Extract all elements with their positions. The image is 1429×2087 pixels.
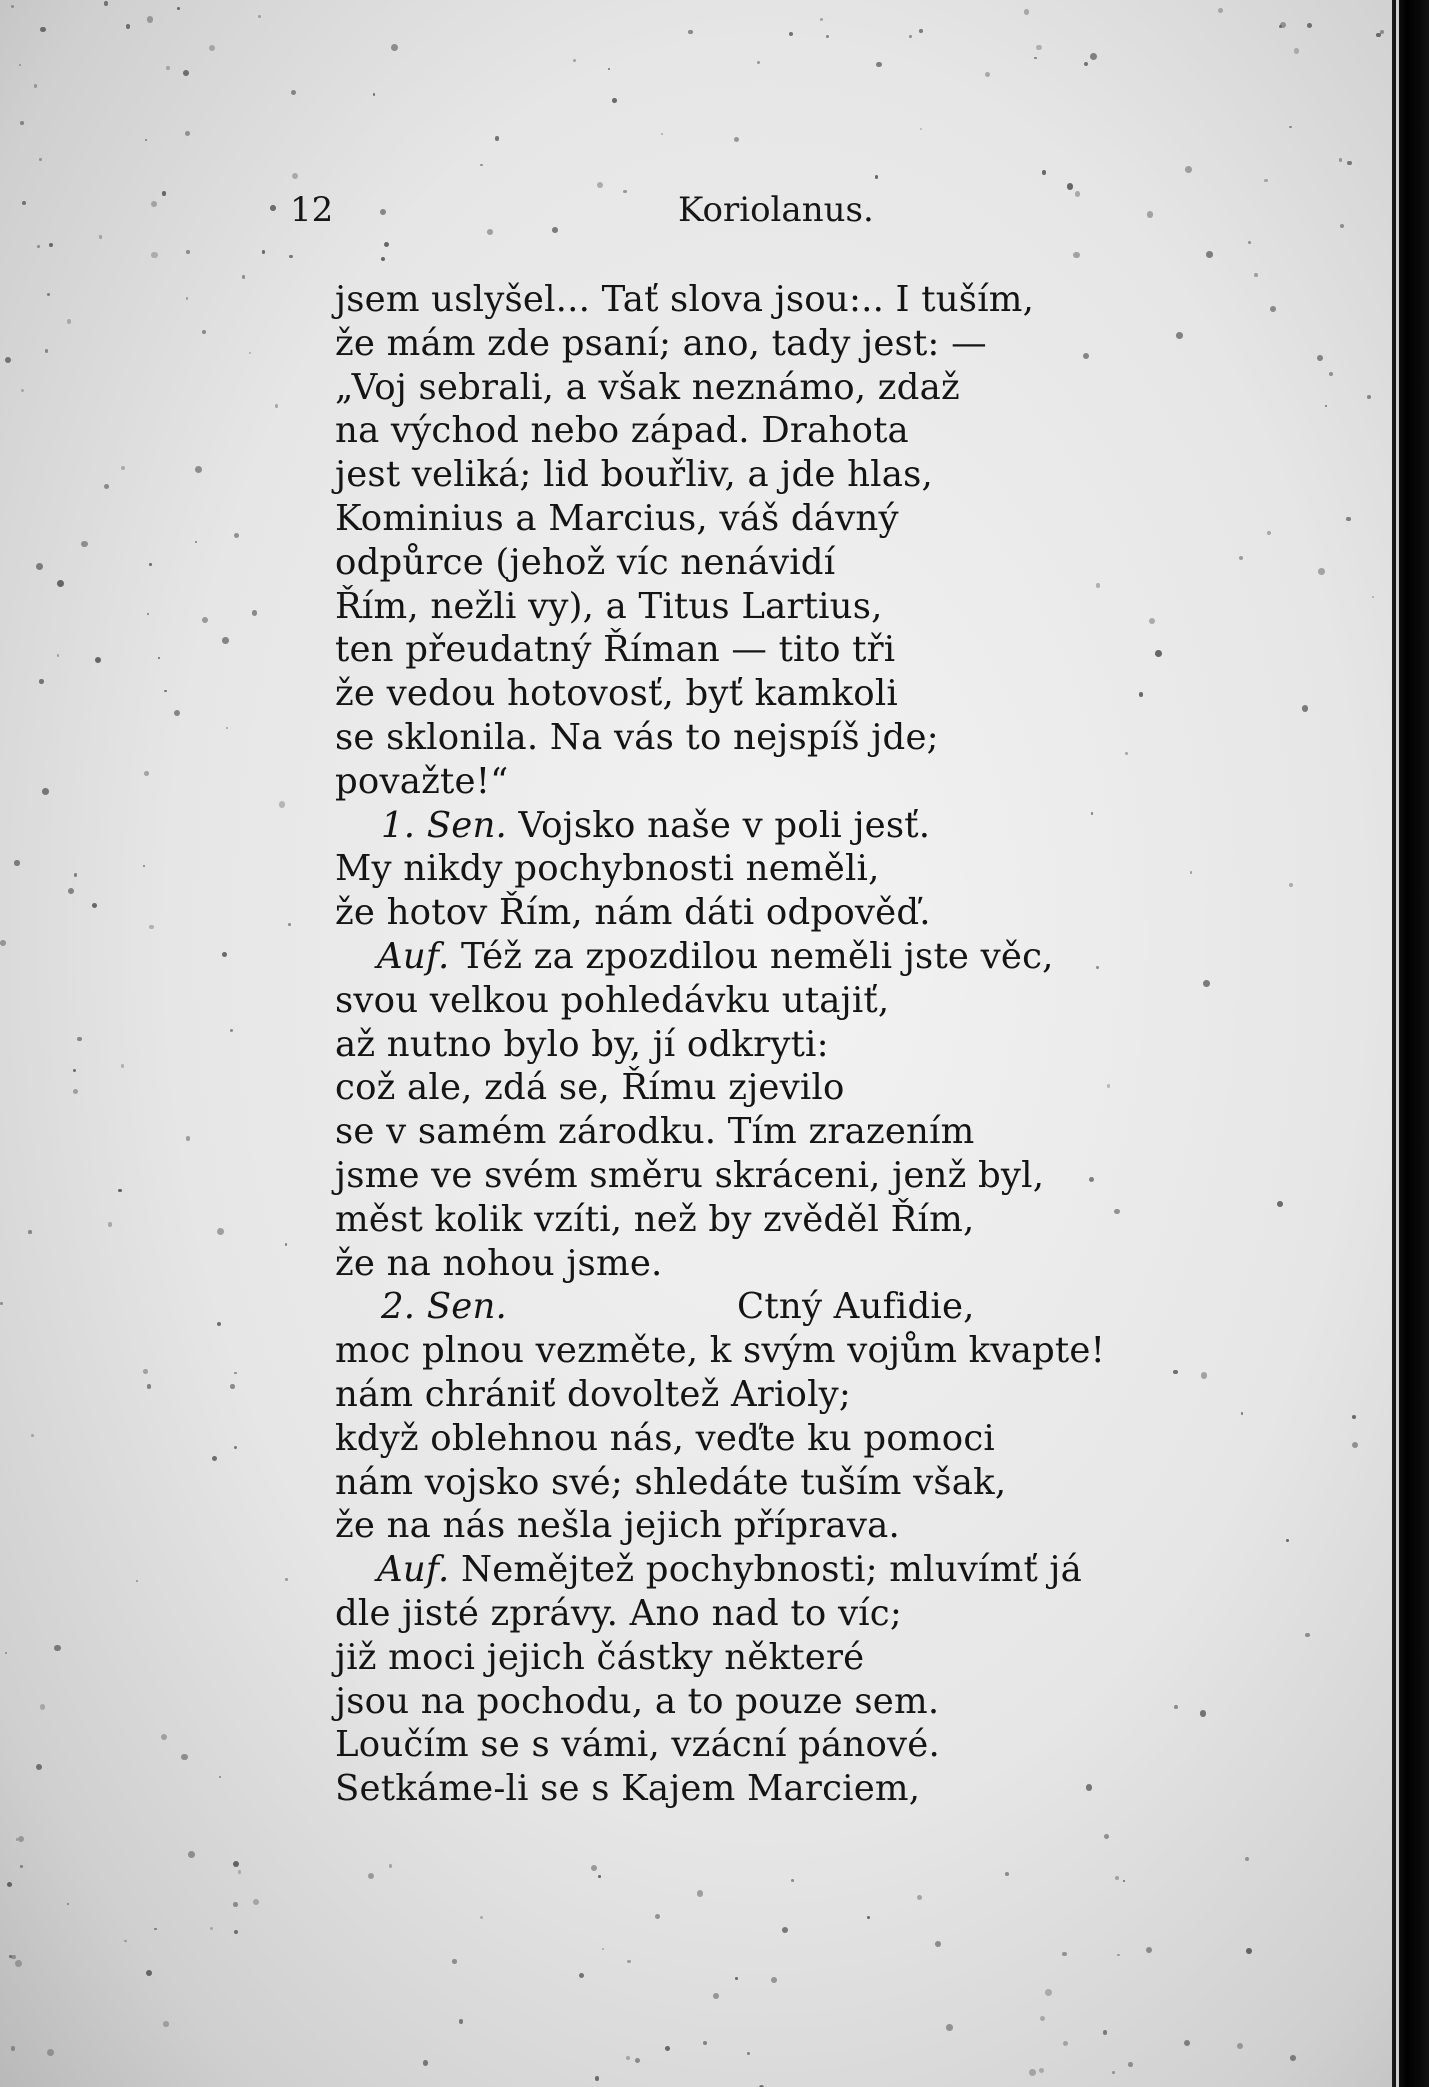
speck	[222, 637, 229, 644]
speaker-label: Auf.	[377, 1549, 450, 1591]
text-line	[335, 1680, 1365, 1724]
speck	[291, 90, 297, 96]
line-text: což ale, zdá se, Římu zjevilo	[335, 1067, 845, 1109]
speck	[158, 657, 160, 659]
speck	[919, 29, 923, 33]
speck	[67, 1903, 69, 1905]
speck	[1307, 23, 1312, 28]
line-text: Ctný Aufidie,	[737, 1286, 975, 1328]
speck	[285, 1243, 288, 1246]
line-text: že na nás nešla jejich příprava.	[335, 1505, 900, 1547]
speck	[270, 205, 276, 211]
speck	[28, 1230, 32, 1234]
speck	[920, 128, 922, 130]
speck	[74, 873, 77, 876]
speck	[480, 1916, 483, 1919]
speck	[222, 952, 227, 957]
speck	[665, 2046, 670, 2051]
speck	[258, 15, 261, 18]
speck	[188, 1851, 195, 1858]
speck	[249, 352, 251, 354]
speck	[226, 727, 228, 729]
speck	[1254, 273, 1258, 277]
speck	[946, 2024, 953, 2031]
speck	[31, 1434, 34, 1437]
speck	[1040, 2016, 1045, 2021]
speck	[253, 1899, 259, 1905]
speck	[1289, 126, 1292, 129]
line-text: na východ nebo západ. Drahota	[335, 410, 909, 452]
speaker-label: Auf.	[377, 935, 450, 977]
speck	[217, 1322, 221, 1326]
speck	[381, 257, 385, 261]
speck	[5, 357, 11, 363]
speck	[608, 68, 610, 70]
text-line	[335, 1198, 1365, 1242]
speck	[73, 1089, 78, 1094]
speck	[7, 1882, 12, 1887]
speck	[1294, 48, 1300, 54]
text-line	[335, 585, 1365, 629]
speck	[1146, 1947, 1152, 1953]
text-line	[335, 847, 1365, 891]
speck	[1029, 2069, 1036, 2076]
speck	[1073, 252, 1079, 258]
speck	[389, 1864, 393, 1868]
text-line	[335, 1023, 1365, 1067]
speck	[15, 1960, 22, 1967]
speck	[147, 1384, 152, 1389]
line-text: až nutno bylo by, jí odkryti:	[335, 1023, 829, 1065]
speck	[1280, 22, 1286, 28]
speck	[146, 1970, 152, 1976]
speck	[1245, 1857, 1249, 1861]
speck	[1339, 158, 1343, 162]
speck	[1206, 251, 1212, 257]
speck	[54, 1645, 61, 1652]
speck	[782, 1927, 788, 1933]
speck	[166, 66, 170, 70]
speck	[747, 2052, 750, 2055]
text-line	[335, 891, 1365, 935]
speck	[1039, 2068, 1044, 2073]
speck	[1115, 1876, 1119, 1880]
speck	[92, 903, 97, 908]
text-line	[335, 1373, 1365, 1417]
speck	[20, 121, 24, 125]
line-text: Též za zpozdilou neměli jste věc,	[449, 935, 1054, 977]
speck	[36, 1764, 42, 1770]
line-text: My nikdy pochybnosti neměli,	[335, 848, 880, 890]
line-text: se v samém zárodku. Tím zrazením	[335, 1111, 975, 1153]
speck	[202, 330, 207, 335]
speck	[36, 563, 43, 570]
speck	[757, 61, 760, 64]
line-text: že vedou hotovosť, byť kamkoli	[335, 673, 898, 715]
speck	[598, 1875, 601, 1878]
text-line	[335, 979, 1365, 1023]
speck	[917, 1895, 922, 1900]
text-line	[335, 1242, 1365, 1286]
speck	[289, 255, 293, 259]
speck	[73, 1069, 76, 1072]
speck	[95, 657, 101, 663]
speck	[935, 1941, 941, 1947]
speck	[37, 245, 40, 248]
speck	[262, 250, 265, 253]
line-text: když oblehnou nás, veďte ku pomoci	[335, 1417, 995, 1459]
speck	[5, 1652, 7, 1654]
speck	[217, 1228, 224, 1235]
text-line	[335, 716, 1365, 760]
speck	[151, 201, 157, 207]
speck	[195, 466, 202, 473]
running-head	[290, 190, 1010, 240]
speck	[826, 35, 829, 38]
speck	[373, 93, 375, 95]
speck	[39, 158, 42, 161]
text-line	[335, 409, 1365, 453]
speck	[1367, 395, 1371, 399]
running-title: Koriolanus.	[678, 190, 874, 230]
line-text: Setkáme-li se s Kajem Marciem,	[335, 1768, 921, 1810]
speck	[183, 70, 189, 76]
speck	[789, 32, 793, 36]
speck	[1042, 170, 1047, 175]
line-text: jsme ve svém směru skráceni, jenž byl,	[335, 1154, 1045, 1196]
speck	[275, 404, 278, 407]
speck	[495, 136, 500, 141]
speck	[876, 62, 882, 68]
speck	[591, 1865, 597, 1871]
line-text: moc plnou vezměte, k svým vojům kvapte!	[335, 1330, 1106, 1372]
speck	[121, 466, 125, 470]
line-text: nám chrániť dovoltež Arioly;	[335, 1373, 852, 1415]
speck	[39, 679, 44, 684]
line-text: nám vojsko své; shledáte tuším však,	[335, 1461, 1007, 1503]
speck	[234, 533, 239, 538]
speck	[1372, 596, 1375, 599]
speck	[67, 319, 72, 324]
speck	[1184, 2040, 1190, 2046]
speck	[661, 133, 663, 135]
speck	[1005, 1872, 1009, 1876]
line-text: že mám zde psaní; ano, tady jest: —	[335, 322, 987, 364]
speck	[703, 2041, 707, 2045]
speck	[909, 35, 912, 38]
speck	[234, 1446, 237, 1449]
speck	[1347, 161, 1351, 165]
speck	[177, 7, 180, 10]
speck	[230, 1029, 233, 1032]
speck	[626, 2056, 630, 2060]
speck	[186, 297, 188, 299]
text-line	[335, 1417, 1365, 1461]
speck	[149, 925, 154, 930]
speck	[368, 1873, 374, 1879]
speck	[1084, 62, 1088, 66]
speck	[1103, 2030, 1108, 2035]
speck	[45, 349, 48, 352]
speck	[279, 801, 286, 808]
speck	[285, 1578, 287, 1580]
speck	[20, 1865, 23, 1868]
speck	[151, 252, 157, 258]
speck	[233, 1861, 239, 1867]
text-line	[335, 935, 1365, 979]
line-text: ten přeudatný Říman — tito tři	[335, 629, 896, 671]
speck	[126, 24, 131, 29]
speck	[579, 1973, 585, 1979]
text-line	[335, 1592, 1365, 1636]
text-line	[335, 541, 1365, 585]
speck	[212, 1456, 217, 1461]
speck	[985, 72, 990, 77]
text-line	[335, 1767, 1365, 1811]
speck	[143, 1369, 148, 1374]
speck	[734, 137, 739, 142]
text-line	[335, 628, 1365, 672]
text-line	[335, 1329, 1365, 1373]
speck	[21, 389, 25, 393]
speck	[288, 923, 291, 926]
speck	[597, 182, 603, 188]
speck	[40, 27, 46, 33]
speck	[1104, 1834, 1109, 1839]
line-text: svou velkou pohledávku utajiť,	[335, 979, 890, 1021]
speck	[1063, 2041, 1068, 2046]
speck	[791, 1879, 794, 1882]
line-text: Řím, nežli vy), a Titus Lartius,	[335, 585, 883, 627]
speck	[771, 1977, 777, 1983]
speck	[627, 1960, 630, 1963]
speck	[19, 64, 22, 67]
speck	[1123, 1880, 1125, 1882]
speck	[635, 2058, 640, 2063]
speck	[219, 1776, 221, 1778]
speck	[820, 18, 823, 21]
speck	[104, 1, 109, 6]
speck	[1034, 57, 1037, 60]
text-line	[335, 366, 1365, 410]
speck	[14, 860, 19, 865]
line-text: Loučím se s vámi, vzácní pánové.	[335, 1724, 940, 1766]
speck	[209, 45, 215, 51]
speck	[145, 139, 148, 142]
speck	[230, 1384, 234, 1388]
speck	[57, 580, 64, 587]
text-line	[335, 1723, 1365, 1767]
speck	[688, 30, 692, 34]
speck	[1090, 53, 1097, 60]
text-line	[335, 278, 1365, 322]
speck	[234, 1372, 236, 1374]
speck	[49, 243, 53, 247]
speck	[1112, 2071, 1115, 2074]
speck	[11, 5, 14, 8]
text-line	[335, 760, 1365, 804]
line-text: Vojsko naše v poli jesť.	[507, 804, 931, 846]
line-text: jsem uslyšel... Tať slova jsou:.. I tuším,	[335, 279, 1035, 320]
speck	[1237, 2043, 1243, 2049]
speck	[174, 710, 180, 716]
speck	[1036, 45, 1042, 51]
speck	[77, 1037, 82, 1042]
text-line	[335, 1066, 1365, 1110]
speck	[195, 541, 198, 544]
speaker-label: 1. Sen.	[381, 804, 508, 846]
speck	[713, 1993, 719, 1999]
speck	[186, 1136, 190, 1140]
speck	[1340, 224, 1344, 228]
speck	[162, 191, 166, 195]
speck	[595, 2076, 600, 2081]
speck	[735, 1977, 738, 1980]
text-line	[335, 453, 1365, 497]
speck	[161, 1734, 167, 1740]
speck	[1264, 179, 1268, 183]
speck	[34, 84, 38, 88]
speck	[104, 484, 110, 490]
speck	[147, 16, 153, 22]
line-text: „Voj sebrali, a však neznámo, zdaž	[335, 366, 960, 408]
speck	[242, 275, 246, 279]
speck	[1246, 1948, 1252, 1954]
speck	[1045, 1989, 1052, 1996]
speck	[867, 1916, 870, 1919]
speck	[1218, 8, 1223, 13]
speck	[1075, 191, 1080, 196]
speck	[655, 1914, 660, 1919]
text-line	[335, 804, 1365, 848]
speck	[57, 654, 59, 656]
text-line	[335, 1504, 1365, 1548]
speck	[234, 1930, 238, 1934]
speck	[136, 1580, 138, 1582]
speck	[121, 1064, 125, 1068]
speck	[238, 1870, 241, 1873]
text-line	[335, 322, 1365, 366]
speck	[612, 98, 617, 103]
speck	[22, 201, 26, 205]
line-text: že hotov Řím, nám dáti odpověď.	[335, 892, 931, 934]
speck	[1290, 2055, 1296, 2061]
speck	[99, 235, 103, 239]
speck	[423, 2060, 428, 2065]
speck	[602, 1948, 604, 1950]
speck	[163, 2021, 168, 2026]
speck	[149, 563, 152, 566]
speck	[47, 293, 50, 296]
text-line	[335, 1636, 1365, 1680]
text-line	[335, 497, 1365, 541]
speck	[186, 250, 190, 254]
speck	[0, 940, 6, 946]
speaker-label: 2. Sen.	[381, 1286, 508, 1328]
speck	[81, 541, 88, 548]
line-text: odpůrce (jehož víc nenávidí	[335, 541, 836, 583]
text-line	[335, 1154, 1365, 1198]
line-text: Kominius a Marcius, váš dávný	[335, 497, 899, 539]
text-line	[335, 1110, 1365, 1154]
speck	[459, 2019, 464, 2024]
speck	[108, 1222, 112, 1226]
speck	[1248, 241, 1251, 244]
speck	[1376, 33, 1380, 37]
speck	[118, 1189, 122, 1193]
speck	[1067, 183, 1073, 189]
speck	[384, 242, 389, 247]
text-line	[335, 1548, 1365, 1592]
line-text: dle jisté zprávy. Ano nad to víc;	[335, 1592, 903, 1634]
speck	[452, 1959, 456, 1963]
speck	[391, 44, 398, 51]
speck	[233, 1902, 238, 1907]
speck	[124, 1940, 126, 1942]
speck	[480, 164, 482, 166]
speck	[147, 613, 149, 615]
text-line	[335, 1285, 1365, 1329]
page-number: 12	[290, 190, 334, 230]
line-text: již moci jejich částky některé	[335, 1636, 865, 1678]
speck	[185, 131, 190, 136]
line-text: se sklonila. Na vás to nejspíš jde;	[335, 716, 939, 758]
speck	[143, 865, 145, 867]
speck	[42, 788, 49, 795]
play-text	[335, 278, 1365, 1811]
speck	[47, 2049, 54, 2056]
speck	[697, 1890, 703, 1896]
speck	[0, 1302, 2, 1304]
speck	[573, 59, 577, 63]
scan-edge-line	[1396, 0, 1399, 2087]
speck	[292, 173, 298, 179]
speck	[1024, 9, 1029, 14]
speck	[18, 1836, 25, 1843]
speck	[252, 610, 258, 616]
speck	[202, 617, 208, 623]
text-line	[335, 672, 1365, 716]
speck	[1117, 1954, 1119, 1956]
speck	[144, 771, 149, 776]
speck	[11, 2046, 16, 2051]
line-text: považte!“	[335, 760, 509, 802]
line-text: že na nohou jsme.	[335, 1242, 663, 1284]
speck	[40, 1704, 45, 1709]
speck	[68, 888, 74, 894]
speck	[1185, 166, 1192, 173]
speck	[875, 175, 879, 179]
speck	[1147, 211, 1153, 217]
line-text: jsou na pochodu, a to pouze sem.	[335, 1680, 940, 1722]
speck	[210, 1927, 213, 1930]
speck	[1128, 2062, 1132, 2066]
text-line	[335, 1461, 1365, 1505]
line-text: jest veliká; lid bouřliv, a jde hlas,	[335, 454, 934, 496]
line-text: Nemějtež pochybnosti; mluvímť já	[449, 1549, 1082, 1591]
speck	[164, 690, 167, 693]
speck	[1062, 1952, 1067, 1957]
line-text: měst kolik vzíti, než by zvěděl Řím,	[335, 1198, 975, 1240]
speck	[181, 1754, 188, 1761]
speck	[154, 1928, 156, 1930]
